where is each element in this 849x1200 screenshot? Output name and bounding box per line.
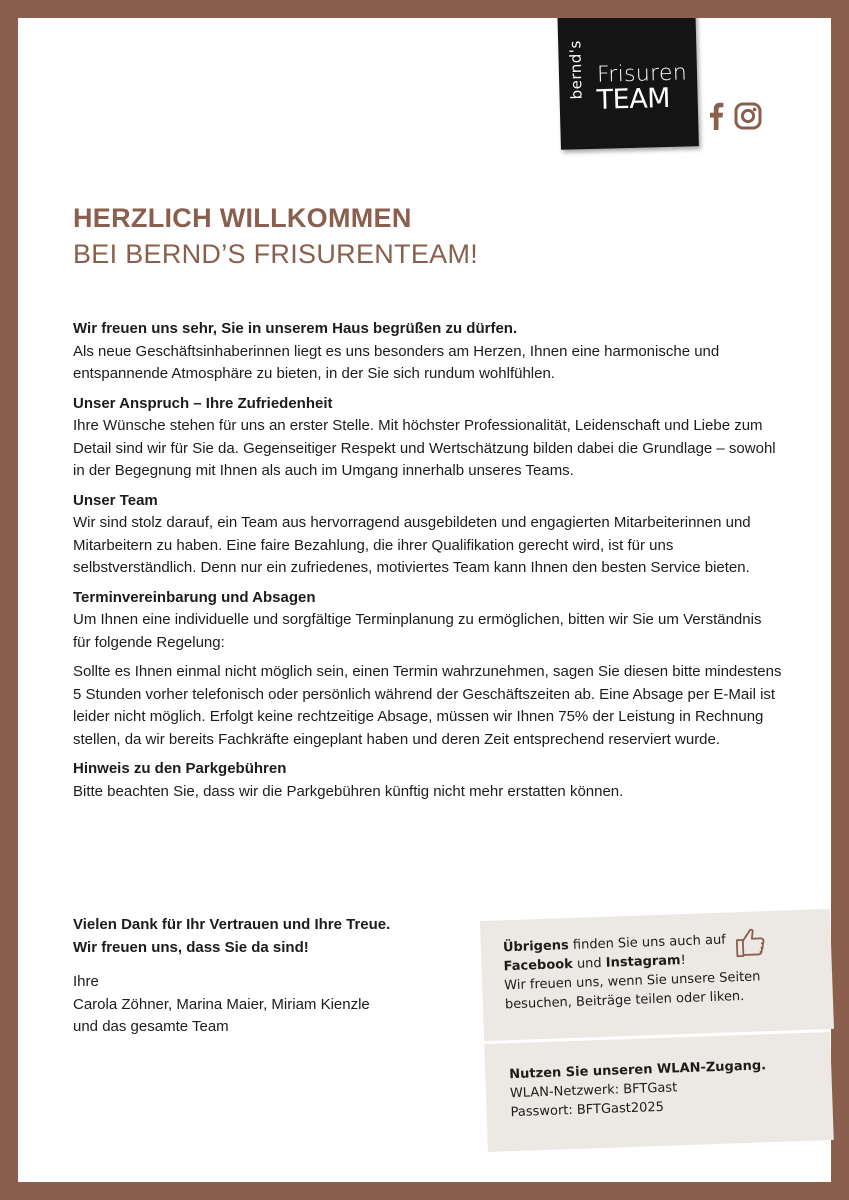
social-info-invite: Wir freuen uns, wenn Sie unsere Seiten besuchen, Beiträge teilen oder liken. xyxy=(504,969,761,1013)
instagram-link[interactable]: Instagram xyxy=(605,953,681,971)
section-text: Um Ihnen eine individuelle und sorgfältige Terminplanung zu ermöglichen, bitten wir Sie um Verständnis für folgende Regelung: xyxy=(73,611,762,651)
logo-word-team: TEAM xyxy=(596,82,671,116)
wifi-password: Passwort: BFTGast2025 xyxy=(510,1099,665,1121)
section-heading: Hinweis zu den Parkgebühren xyxy=(73,760,287,777)
section-team xyxy=(73,490,783,580)
section-heading: Unser Team xyxy=(73,491,158,509)
closing-team: und das gesamte Team xyxy=(73,1018,229,1035)
closing-welcome: Wir freuen uns, dass Sie da sind! xyxy=(73,938,309,956)
social-info-card xyxy=(480,909,834,1041)
thumbs-up-icon xyxy=(732,923,769,966)
section-text: Ihre Wünsche stehen für uns an erster Stelle. Mit höchster Professionalität, Leidenschaft und Liebe zum Detail sind wir für Sie da. Gegenseitiger Respekt und Wertschätzung bilden dabei die Grundlage – sowohl in der Begegnung mit Ihnen als auch im Umgang innerhalb unseres Teams. xyxy=(73,417,776,479)
social-info-text-part: finden Sie uns auch auf xyxy=(568,932,727,954)
social-info-text-part: ! xyxy=(680,952,687,969)
wifi-heading: Nutzen Sie unseren WLAN-Zugang. xyxy=(509,1058,767,1083)
section-text: Sollte es Ihnen einmal nicht möglich sein, einen Termin wahrzunehmen, sagen Sie diesen bitte mindestens 5 Stunden vorher telefonisch oder persönlich während der Geschäftszeiten ab. Eine Absage per E-Mail ist leider nicht möglich. Erfolgt keine rechtzeitige Absage, müssen wir Ihnen 75% der Leistung in Rechnung stellen, da wir bereits Fachkräfte eingeplant haben und deren Zeit entsprechend reserviert wurde. xyxy=(73,663,782,748)
closing-greeting: Ihre xyxy=(73,973,99,990)
section-anspruch xyxy=(73,393,783,483)
section-text: Wir sind stolz darauf, ein Team aus hervorragend ausgebildeten und engagierten Mitarbeiterinnen und Mitarbeitern zu haben. Eine faire Bezahlung, die ihrer Qualifikation gerecht wird, ist für uns selbstverständlich. Denn nur ein zufriedenes, motiviertes Team kann Ihnen den besten Service bieten. xyxy=(73,514,751,576)
intro-text: Als neue Geschäftsinhaberinnen liegt es uns besonders am Herzen, Ihnen eine harmonische und entspannende Atmosphäre zu bieten, in der Sie sich rundum wohlfühlen. xyxy=(73,342,720,382)
wifi-network: WLAN-Netzwerk: BFTGast xyxy=(509,1080,678,1102)
logo xyxy=(557,18,699,150)
intro-section xyxy=(73,318,783,386)
logo-side-text: bernd's xyxy=(566,40,586,100)
social-info-text-part: und xyxy=(572,955,607,972)
section-heading: Terminvereinbarung und Absagen xyxy=(73,588,316,606)
closing-thanks: Vielen Dank für Ihr Vertrauen und Ihre Treue. xyxy=(73,916,391,933)
closing-names: Carola Zöhner, Marina Maier, Miriam Kienzle xyxy=(73,995,370,1013)
section-text: Bitte beachten Sie, dass wir die Parkgebühren künftig nicht mehr erstatten können. xyxy=(73,782,624,800)
page-subtitle: BEI BERND’S FRISURENTEAM! xyxy=(73,239,479,269)
section-termine xyxy=(73,587,783,752)
wifi-card xyxy=(484,1032,834,1152)
intro-lead: Wir freuen uns sehr, Sie in unserem Haus begrüßen zu dürfen. xyxy=(73,320,518,337)
social-links xyxy=(708,102,762,130)
letter-body xyxy=(73,318,783,810)
social-info-bold: Übrigens xyxy=(502,938,570,956)
closing xyxy=(73,914,473,1039)
facebook-icon[interactable] xyxy=(708,102,724,130)
facebook-link[interactable]: Facebook xyxy=(503,956,574,975)
page-title: HERZLICH WILLKOMMEN xyxy=(73,203,412,233)
instagram-icon[interactable] xyxy=(734,102,762,130)
logo-word-frisuren: Frisuren xyxy=(596,60,688,88)
section-heading: Unser Anspruch – Ihre Zufriedenheit xyxy=(73,394,333,412)
wifi-info xyxy=(509,1055,811,1122)
section-parken xyxy=(73,758,783,803)
